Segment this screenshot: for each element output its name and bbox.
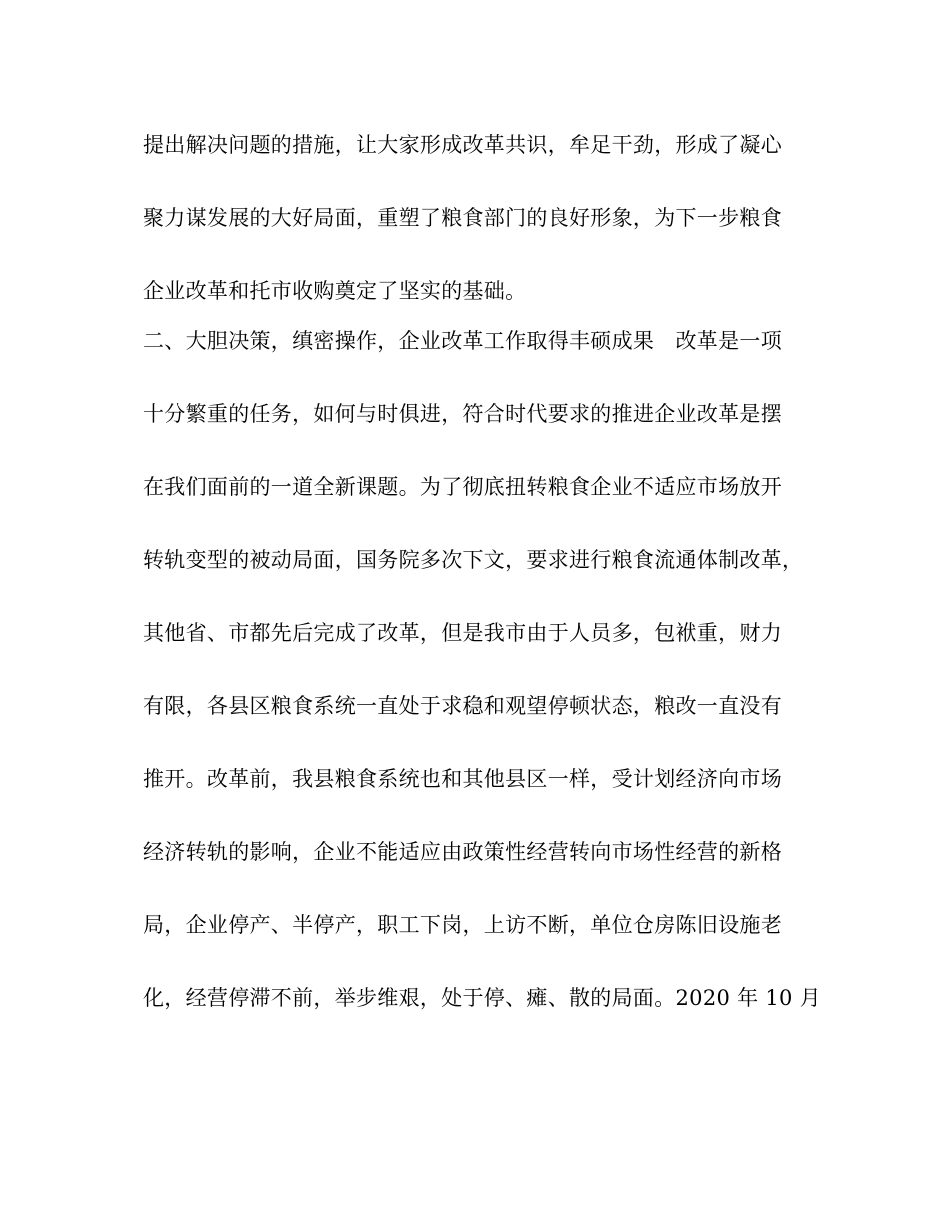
text-line: 其他省、市都先后完成了改革，但是我市由于人员多，包袱重，财力 bbox=[143, 621, 782, 645]
text-line: 化，经营停滞不前，举步维艰，处于停、瘫、散的局面。2020 年 10 月 bbox=[143, 986, 821, 1010]
text-line: 提出解决问题的措施，让大家形成改革共识，牟足干劲，形成了凝心 bbox=[143, 133, 782, 157]
text-line: 转轨变型的被动局面，国务院多次下文，要求进行粮食流通体制改革， bbox=[143, 548, 804, 572]
body-text bbox=[143, 120, 823, 1046]
text-line: 推开。改革前，我县粮食系统也和其他县区一样，受计划经济向市场 bbox=[143, 767, 782, 791]
text-line: 企业改革和托市收购奠定了坚实的基础。 bbox=[143, 279, 527, 303]
text-line: 局，企业停产、半停产，职工下岗，上访不断，单位仓房陈旧设施老 bbox=[143, 913, 782, 937]
text-line: 有限，各县区粮食系统一直处于求稳和观望停顿状态，粮改一直没有 bbox=[143, 694, 782, 718]
text-line: 在我们面前的一道全新课题。为了彻底扭转粮食企业不适应市场放开 bbox=[143, 475, 782, 499]
text-line: 十分繁重的任务，如何与时俱进，符合时代要求的推进企业改革是摆 bbox=[143, 402, 782, 426]
text-line: 经济转轨的影响，企业不能适应由政策性经营转向市场性经营的新格 bbox=[143, 840, 782, 864]
text-line: 聚力谋发展的大好局面，重塑了粮食部门的良好形象，为下一步粮食 bbox=[143, 206, 782, 230]
section-heading-line: 二、大胆决策，缜密操作，企业改革工作取得丰硕成果 改革是一项 bbox=[143, 329, 782, 353]
